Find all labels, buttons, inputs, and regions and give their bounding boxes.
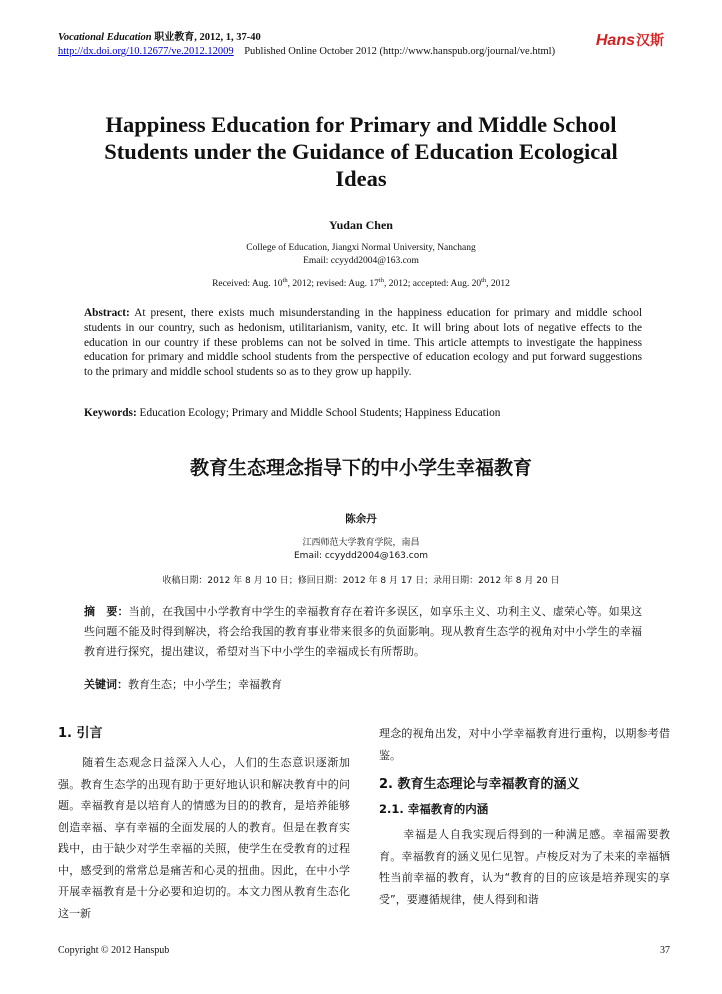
revised-date: , 2012; revised: Aug. 17 xyxy=(287,279,379,290)
published-info: Published Online October 2012 (http://www.hanspub.org/journal/ve.html) xyxy=(244,46,556,57)
keywords-cn xyxy=(84,676,642,692)
section-1-paragraph: 随着生态观念日益深入人心，人们的生态意识逐渐加强。教育生态学的出现有助于更好地认识和解决教育中的问题。幸福教育是以培育人的情感为目的的教育，是培养能够创造幸福、享有幸福的全面发展的人的教育。但是在教育实践中，由于缺少对学生幸福的关照，使学生在受教育的过程中，感受到的常常总是痛苦和心灵的扭曲。因此，在中小学开展幸福教育是十分必要和迫切的。本文力图从教育生态化这一新 xyxy=(58,756,350,920)
journal-citation: , 2012, 1, 37-40 xyxy=(194,32,261,43)
paper-title-cn: 教育生态理念指导下的中小学生幸福教育 xyxy=(189,457,532,479)
journal-name: Vocational Education xyxy=(58,32,152,43)
doi-line xyxy=(58,45,555,59)
left-column xyxy=(58,723,350,924)
revised-sup: th xyxy=(378,277,384,284)
affiliation-text: College of Education, Jiangxi Normal University, Nanchang xyxy=(246,243,476,253)
accepted-sup: th xyxy=(481,277,487,284)
page-number: 37 xyxy=(660,945,670,956)
journal-header xyxy=(58,31,555,59)
journal-name-cn: 职业教育 xyxy=(154,32,195,43)
section-1-continued: 理念的视角出发，对中小学幸福教育进行重构，以期参考借鉴。 xyxy=(379,727,670,762)
section-2-1-heading: 2.1. 幸福教育的内涵 xyxy=(379,802,489,816)
logo-text: Hans xyxy=(595,32,635,49)
abstract-label-cn: 摘 要： xyxy=(84,605,129,618)
page-footer xyxy=(58,945,670,956)
abstract-text-cn: 当前，在我国中小学教育中学生的幸福教育存在着许多误区，如享乐主义、功利主义、虚荣心等。如果这些问题不能及时得到解决，将会给我国的教育事业带来很多的负面影响。现从教育生态学的视角对中小学生的幸福教育进行探究，提出建议，希望对当下中小学生的幸福成长有所帮助。 xyxy=(84,605,642,658)
keywords-en xyxy=(84,407,642,419)
section-2-1-paragraph: 幸福是人自我实现后得到的一种满足感。幸福需要教育。幸福教育的涵义见仁见智。卢梭反对为了未来的幸福牺牲当前幸福的教育，认为“教育的目的应该是培养现实的享受”，要遵循规律，使人得到和谐 xyxy=(379,828,670,906)
logo-text-cn: 汉斯 xyxy=(636,33,664,49)
keywords-text: Education Ecology; Primary and Middle School Students; Happiness Education xyxy=(139,407,501,419)
received-sup: th xyxy=(282,277,288,284)
abstract-text: At present, there exists much misunderstanding in the happiness education for primary and middle school students in our country, such as hedonism, utilitarianism, vanity, etc. It will bring about lots of negative effects to the education in our country if these problems can not be solved in time. This article attempts to investigate the happiness education for primary and middle school students from the perspective of education ecology and put forward suggestions to the primary and middle school students so as to they grow up happily. xyxy=(84,307,642,379)
doi-link[interactable]: http://dx.doi.org/10.12677/ve.2012.12009 xyxy=(58,46,234,57)
affiliation-text-cn: 江西师范大学教育学院，南昌 xyxy=(302,538,420,548)
email-text-cn: Email: ccyydd2004@163.com xyxy=(293,551,428,561)
received-dates-cn: 收稿日期：2012 年 8 月 10 日；修回日期：2012 年 8 月 17 日；录用日期：2012 年 8 月 20 日 xyxy=(162,576,560,586)
hanspub-logo xyxy=(596,30,664,50)
abstract-label: Abstract: xyxy=(84,307,130,319)
copyright: Copyright © 2012 Hanspub xyxy=(58,945,170,956)
received-dates xyxy=(0,277,722,289)
keywords-label: Keywords: xyxy=(84,407,137,419)
author-name-cn: 陈余丹 xyxy=(345,513,377,525)
paper-title: Happiness Education for Primary and Middle School Students under the Guidance of Education Ecological Ideas xyxy=(104,112,618,191)
keywords-label-cn: 关键词： xyxy=(84,678,128,691)
author-affiliation xyxy=(0,242,722,267)
email-text: Email: ccyydd2004@163.com xyxy=(303,255,419,266)
citation-line xyxy=(58,31,555,45)
accepted-date: , 2012; accepted: Aug. 20 xyxy=(383,279,482,290)
abstract-en xyxy=(84,306,642,380)
keywords-text-cn: 教育生态；中小学生；幸福教育 xyxy=(128,678,282,691)
abstract-cn xyxy=(84,602,642,662)
right-column xyxy=(379,723,670,910)
author-name: Yudan Chen xyxy=(329,218,393,232)
section-1-heading: 1. 引言 xyxy=(58,726,103,741)
author-affiliation-cn xyxy=(0,537,722,563)
dates-tail: , 2012 xyxy=(486,279,510,290)
section-2-heading: 2. 教育生态理论与幸福教育的涵义 xyxy=(379,777,580,792)
received-date: Received: Aug. 10 xyxy=(212,279,283,290)
